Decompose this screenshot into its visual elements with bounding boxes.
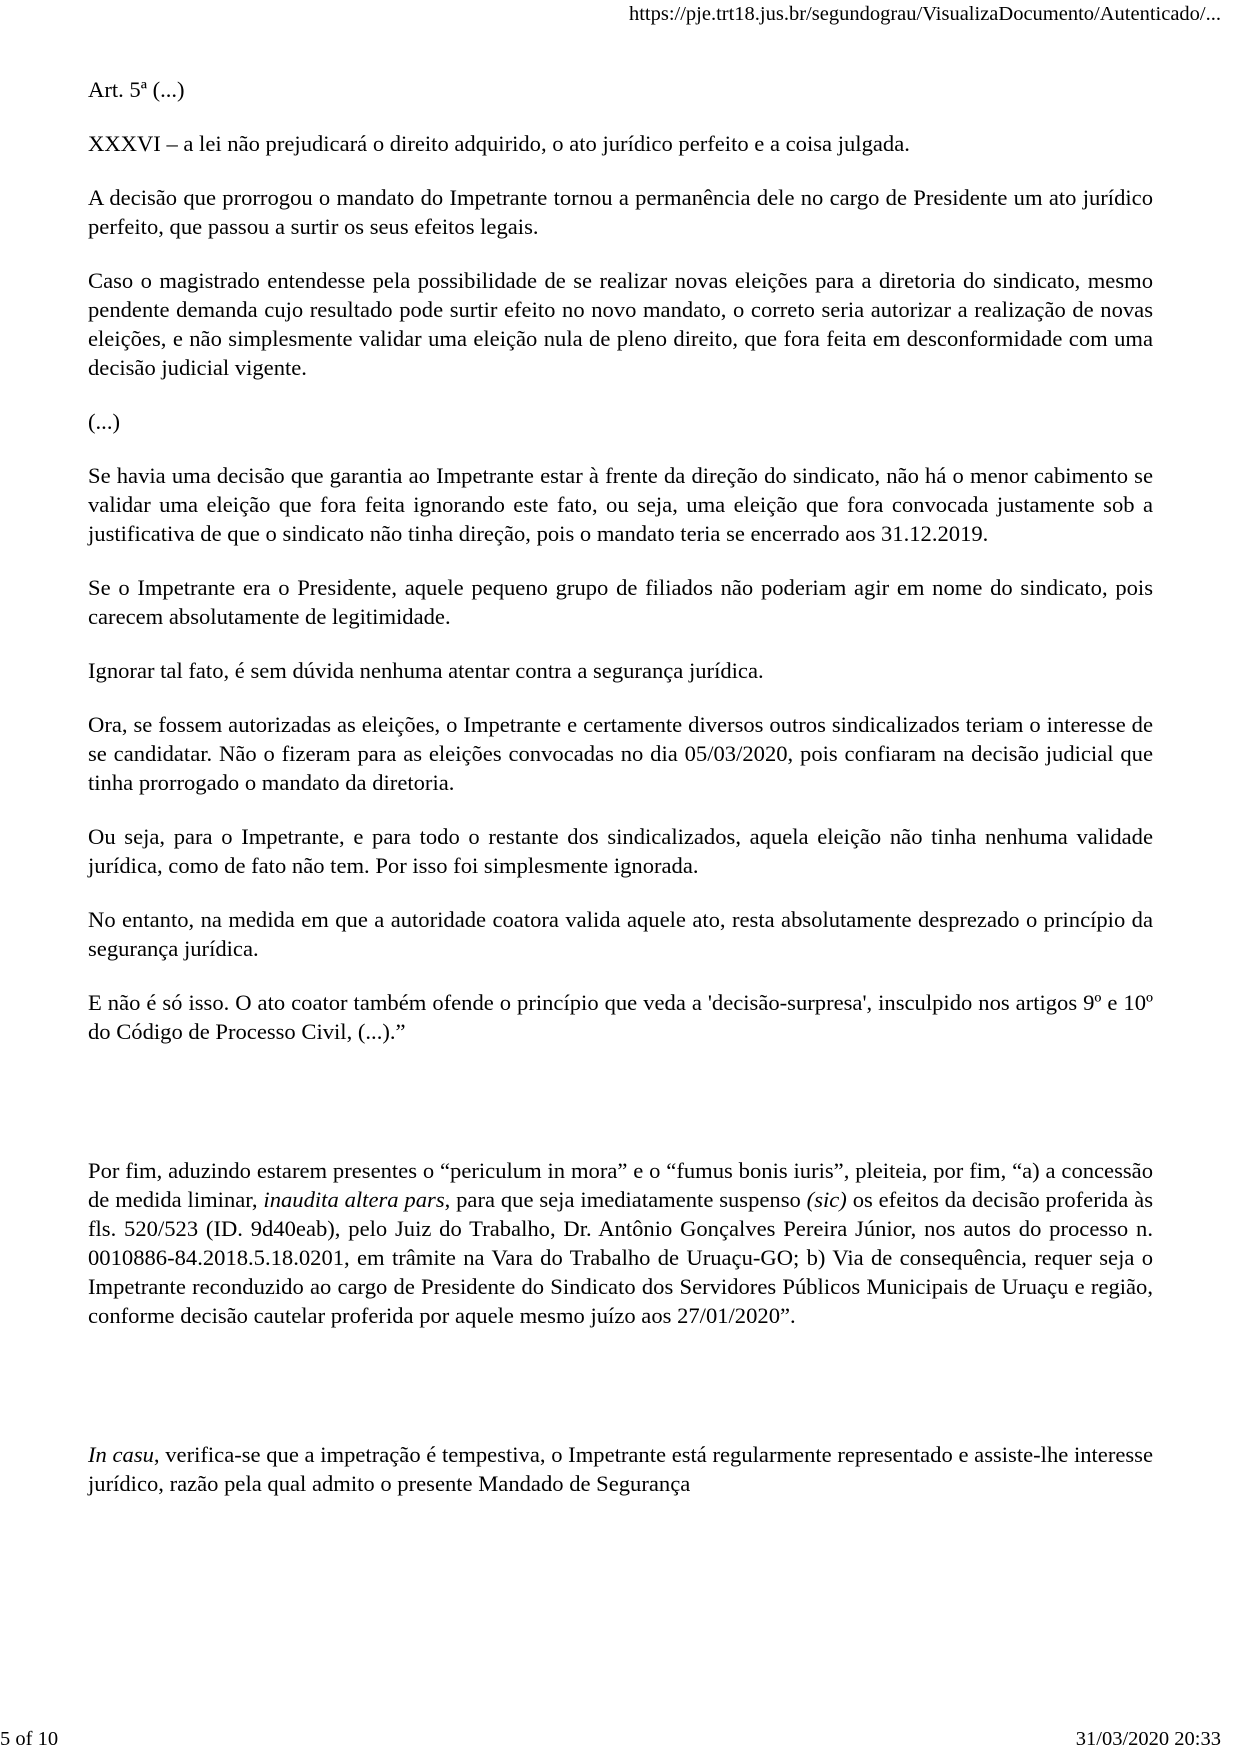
document-url: https://pje.trt18.jus.br/segundograu/VisualizaDocumento/Autenticado/... xyxy=(628,3,1221,25)
paragraph-body: Se havia uma decisão que garantia ao Impetrante estar à frente da direção do sindicato, não há o menor cabimento se validar uma eleição que fora feita ignorando este fato, ou seja, uma eleição que fora convocada justamente sob a justificativa de que o sindicato não tinha direção, pois o mandato teria se encerrado aos 31.12.2019. xyxy=(88,463,1153,546)
text-run: , verifica-se que a impetração é tempestiva, o Impetrante está regularmente representado e assiste-lhe interesse jurídico, razão pela qual admito o presente Mandado de Segurança xyxy=(88,1442,1153,1496)
italic-run: (sic) xyxy=(806,1187,847,1212)
italic-run: In casu xyxy=(88,1442,154,1467)
paragraph-body: E não é só isso. O ato coator também ofende o princípio que veda a 'decisão-surpresa', insculpido nos artigos 9º e 10º do Código de Processo Civil, (...).” xyxy=(88,990,1153,1044)
paragraph-body: Ora, se fossem autorizadas as eleições, o Impetrante e certamente diversos outros sindicalizados teriam o interesse de se candidatar. Não o fizeram para as eleições convocadas no dia 05/03/2020, pois confiaram na decisão judicial que tinha prorrogado o mandato da diretoria. xyxy=(88,712,1153,795)
page-number: 5 of 10 xyxy=(0,1728,59,1750)
paragraph-body: Se o Impetrante era o Presidente, aquele pequeno grupo de filiados não poderiam agir em nome do sindicato, pois carecem absolutamente de legitimidade. xyxy=(88,575,1153,629)
paragraph-body: Ou seja, para o Impetrante, e para todo o restante dos sindicalizados, aquela eleição não tinha nenhuma validade jurídica, como de fato não tem. Por isso foi simplesmente ignorada. xyxy=(88,824,1153,878)
document-body xyxy=(88,75,1153,1523)
paragraph-ellipsis: (...) xyxy=(88,409,120,434)
paragraph-body: A decisão que prorrogou o mandato do Impetrante tornou a permanência dele no cargo de Presidente um ato jurídico perfeito, que passou a surtir os seus efeitos legais. xyxy=(88,185,1153,239)
paragraph-admission xyxy=(88,1440,1153,1498)
paragraph-body: Caso o magistrado entendesse pela possibilidade de se realizar novas eleições para a diretoria do sindicato, mesmo pendente demanda cujo resultado pode surtir efeito no novo mandato, o correto seria autorizar a realização de novas eleições, e não simplesmente validar uma eleição nula de pleno direito, que fora feita em desconformidade com uma decisão judicial vigente. xyxy=(88,268,1153,380)
paragraph-body: Ignorar tal fato, é sem dúvida nenhuma atentar contra a segurança jurídica. xyxy=(88,658,764,683)
paragraph-clause: XXXVI – a lei não prejudicará o direito adquirido, o ato jurídico perfeito e a coisa julgada. xyxy=(88,131,910,156)
paragraph-request xyxy=(88,1156,1153,1330)
print-datetime: 31/03/2020 20:33 xyxy=(1075,1728,1221,1750)
text-run: Por fim, aduzindo estarem presentes o “periculum in mora” e o “fumus bonis iuris”, pleiteia, por fim, “a) a concessão de medida liminar, xyxy=(88,1158,1153,1212)
italic-run: inaudita altera pars xyxy=(263,1187,445,1212)
text-run: os efeitos da decisão proferida às fls. 520/523 (ID. 9d40eab), pelo Juiz do Trabalho, Dr. Antônio Gonçalves Pereira Júnior, nos autos do processo n. 0010886-84.2018.5.18.0201, em trâmite na Vara do Trabalho de Uruaçu-GO; b) Via de consequência, requer seja o Impetrante reconduzido ao cargo de Presidente do Sindicato dos Servidores Públicos Municipais de Uruaçu e região, conforme decisão cautelar proferida por aquele mesmo juízo aos 27/01/2020”. xyxy=(88,1187,1154,1328)
paragraph-article: Art. 5ª (...) xyxy=(88,77,185,102)
text-run: , para que seja imediatamente suspenso xyxy=(444,1187,807,1212)
paragraph-body: No entanto, na medida em que a autoridade coatora valida aquele ato, resta absolutamente desprezado o princípio da segurança jurídica. xyxy=(88,907,1153,961)
